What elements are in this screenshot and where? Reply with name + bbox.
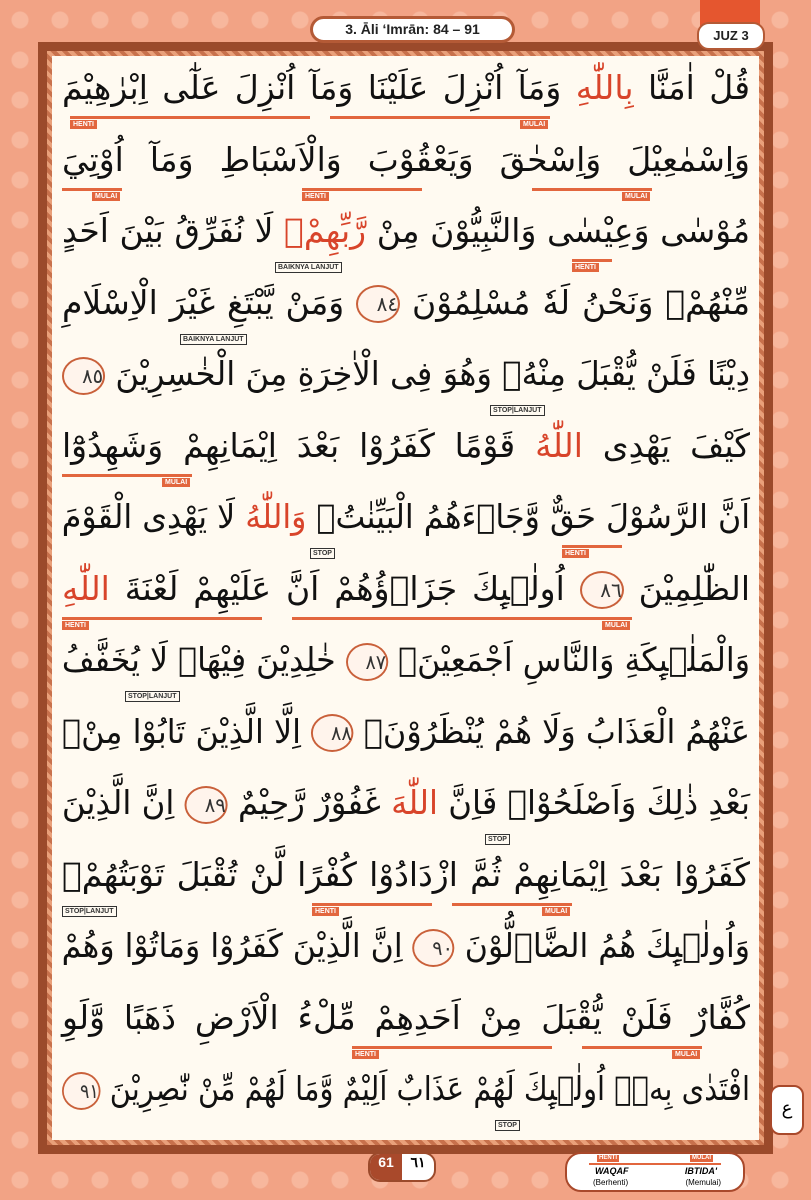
verse-text: وَاُولٰۤىِٕكَ هُمُ الضَّاۤلُّوْنَ — [454, 926, 750, 965]
verse-text: دِيْنًا فَلَنْ يُّقْبَلَ مِنْهُۚ وَهُوَ فِى الْاٰخِرَةِ مِنَ الْخٰسِرِيْنَ — [105, 354, 751, 393]
text-line-content — [62, 277, 750, 329]
henti-tag: HENTI — [352, 1050, 379, 1059]
ayah-number: ٩٠ — [413, 929, 455, 967]
verse-text: اُولٰۤىِٕكَ جَزَاۤؤُهُمْ اَنَّ عَلَيْهِمْ لَعْنَةَ — [109, 568, 580, 608]
legend-ibtida-sub: (Memulai) — [685, 1178, 721, 1187]
verse-text: كُفَّارٌ فَلَنْ يُّقْبَلَ مِنْ اَحَدِهِمْ مِّلْءُ الْاَرْضِ ذَهَبًا وَّلَوِ — [62, 997, 750, 1037]
juz-label: JUZ 3 — [697, 22, 765, 50]
verse-text: اِنَّ الَّذِيْنَ كَفَرُوْا وَمَاتُوْا وَهُمْ — [61, 926, 413, 965]
text-line — [62, 849, 750, 920]
stop-lanjut-mark: STOP|LANJUT — [125, 691, 180, 702]
mulai-underline — [582, 1046, 702, 1049]
henti-underline — [562, 545, 622, 548]
henti-tag: HENTI — [572, 263, 599, 272]
verse-text: اِنَّ الَّذِيْنَ — [61, 783, 185, 822]
ayah-number: ٨٥ — [62, 357, 105, 395]
mulai-tag: MULAI — [672, 1050, 700, 1059]
verse-text: وَمَنْ يَّبْتَغِ غَيْرَ الْاِسْلَامِ — [62, 282, 357, 322]
verse-text: كَفَرُوْا بَعْدَ اِيْمَانِهِمْ ثُمَّ ازْدَادُوْا كُفْرًا لَّنْ تُقْبَلَ تَوْبَتُهُمْۚ — [62, 854, 750, 894]
henti-underline — [352, 1046, 552, 1049]
legend-waqaf: WAQAF — [595, 1166, 629, 1176]
highlighted-word: وَاللّٰهُ — [245, 497, 307, 536]
mulai-tag: MULAI — [92, 192, 120, 201]
text-line — [62, 1063, 750, 1134]
text-line-content — [62, 491, 750, 543]
text-line — [62, 920, 750, 991]
verse-text: خٰلِدِيْنَ فِيْهَاۚ لَا يُخَفَّفُ — [61, 640, 346, 679]
mulai-underline — [62, 188, 122, 191]
page-number-latin: 61 — [370, 1154, 402, 1180]
henti-underline — [70, 116, 310, 119]
text-line-content — [62, 62, 750, 114]
baiknya-lanjut-mark: BAIKNYA LANJUT — [180, 334, 247, 345]
legend-line — [589, 1163, 721, 1165]
verse-text: افْتَدٰى بِهٖۗ اُولٰۤىِٕكَ لَهُمْ عَذَابٌ اَلِيْمٌ وَّمَا لَهُمْ مِّنْ نّٰصِرِيْنَ — [100, 1069, 751, 1108]
henti-tag: HENTI — [62, 621, 89, 630]
baiknya-lanjut-mark: BAIKNYA LANJUT — [275, 262, 342, 273]
henti-underline — [572, 259, 612, 262]
text-line — [62, 563, 750, 634]
stop-mark: STOP — [495, 1120, 520, 1131]
henti-tag: HENTI — [562, 549, 589, 558]
verse-text: وَاِسْمٰعِيْلَ وَاِسْحٰقَ وَيَعْقُوْبَ وَالْاَسْبَاطِ وَمَآ اُوْتِيَ — [62, 139, 750, 179]
verse-text: اِلَّا الَّذِيْنَ تَابُوْا مِنْۢ — [62, 711, 312, 751]
text-line-content — [62, 706, 750, 758]
stop-mark: STOP — [310, 548, 335, 559]
legend-mulai: MULAI — [692, 1155, 711, 1161]
ayah-number: ٩١ — [62, 1072, 101, 1110]
verse-text: لَا يَهْدِى الْقَوْمَ — [61, 497, 246, 536]
verse-text: مُوْسٰى وَعِيْسٰى وَالنَّبِيُّوْنَ مِنْ — [366, 211, 750, 250]
ayah-number: ٨٦ — [580, 571, 624, 609]
verse-text: لَا نُفَرِّقُ بَيْنَ اَحَدٍ — [62, 211, 285, 250]
ayah-number: ٨٨ — [311, 714, 353, 752]
highlighted-word: بِاللّٰهِ — [575, 68, 634, 107]
ayah-number: ٨٤ — [356, 285, 400, 323]
legend-henti: HENTI — [599, 1155, 617, 1161]
henti-underline — [62, 617, 262, 620]
mulai-underline — [62, 474, 192, 477]
ayah-number: ٨٩ — [185, 786, 228, 824]
mulai-underline — [452, 903, 572, 906]
stop-lanjut-mark: STOP|LANJUT — [490, 405, 545, 416]
verse-text: الظّٰلِمِيْنَ — [623, 568, 750, 608]
mulai-tag: MULAI — [520, 120, 548, 129]
henti-tag: HENTI — [70, 120, 97, 129]
ruku-marker: ع — [770, 1085, 804, 1135]
verse-text: كَيْفَ يَهْدِى — [582, 425, 750, 465]
ayah-number: ٨٧ — [346, 643, 388, 681]
text-line — [62, 277, 750, 348]
verse-text: قَوْمًا كَفَرُوْا بَعْدَ اِيْمَانِهِمْ وَشَهِدُوْٓا — [62, 425, 536, 465]
text-line — [62, 491, 750, 562]
mulai-tag: MULAI — [622, 192, 650, 201]
text-line-content — [62, 420, 750, 472]
text-line-content — [62, 920, 750, 972]
text-line-content — [62, 348, 750, 400]
henti-tag: HENTI — [312, 907, 339, 916]
page-number — [368, 1152, 436, 1182]
text-line-content — [62, 1063, 750, 1115]
text-line-content — [62, 205, 750, 257]
text-line — [62, 348, 750, 419]
highlighted-word: رَّبِّهِمْۖ — [284, 211, 367, 250]
verse-text: قُلْ اٰمَنَّا — [633, 68, 750, 107]
text-line-content — [62, 634, 750, 686]
henti-tag: HENTI — [302, 192, 329, 201]
mulai-underline — [532, 188, 652, 191]
henti-underline — [312, 903, 432, 906]
mulai-tag: MULAI — [542, 907, 570, 916]
legend-ibtida: IBTIDA' — [684, 1166, 717, 1176]
verse-text: اَنَّ الرَّسُوْلَ حَقٌّ وَّجَاۤءَهُمُ الْبَيِّنٰتُۗ — [306, 497, 750, 536]
text-line — [62, 706, 750, 777]
highlighted-word: اللّٰهُ — [535, 425, 583, 465]
verse-text: مِّنْهُمْۖ وَنَحْنُ لَهٗ مُسْلِمُوْنَ — [400, 282, 750, 322]
mulai-tag: MULAI — [602, 621, 630, 630]
verse-text: وَالْمَلٰۤىِٕكَةِ وَالنَّاسِ اَجْمَعِيْنَۙ — [388, 640, 750, 679]
mulai-underline — [292, 617, 632, 620]
text-line-content — [62, 563, 750, 615]
text-line — [62, 634, 750, 705]
page-number-arabic: ٦١ — [410, 1154, 426, 1170]
legend-waqaf-sub: (Berhenti) — [593, 1178, 629, 1187]
mulai-tag: MULAI — [162, 478, 190, 487]
text-line-content — [62, 777, 750, 829]
mulai-underline — [330, 116, 550, 119]
text-line — [62, 205, 750, 276]
stop-mark: STOP — [485, 834, 510, 845]
verse-text: غَفُوْرٌ رَّحِيْمٌ — [227, 783, 392, 822]
verse-text: وَمَآ اُنْزِلَ عَلَيْنَا وَمَآ اُنْزِلَ عَلٰٓى اِبْرٰهِيْمَ — [62, 68, 576, 107]
waqaf-legend — [565, 1152, 745, 1192]
stop-lanjut-mark: STOP|LANJUT — [62, 906, 117, 917]
highlighted-word: اللّٰهِ — [62, 568, 110, 608]
text-line — [62, 992, 750, 1063]
text-line-content — [62, 134, 750, 186]
henti-underline — [302, 188, 422, 191]
text-line — [62, 62, 750, 133]
text-line — [62, 420, 750, 491]
text-line-content — [62, 849, 750, 901]
surah-title: 3. Āli ‘Imrān: 84 – 91 — [310, 16, 515, 43]
text-line-content — [62, 992, 750, 1044]
verse-text: بَعْدِ ذٰلِكَ وَاَصْلَحُوْاۗ فَاِنَّ — [437, 783, 750, 822]
verse-text: عَنْهُمُ الْعَذَابُ وَلَا هُمْ يُنْظَرُوْنَۙ — [353, 711, 750, 751]
highlighted-word: اللّٰهَ — [391, 783, 438, 822]
text-line — [62, 134, 750, 205]
text-line — [62, 777, 750, 848]
